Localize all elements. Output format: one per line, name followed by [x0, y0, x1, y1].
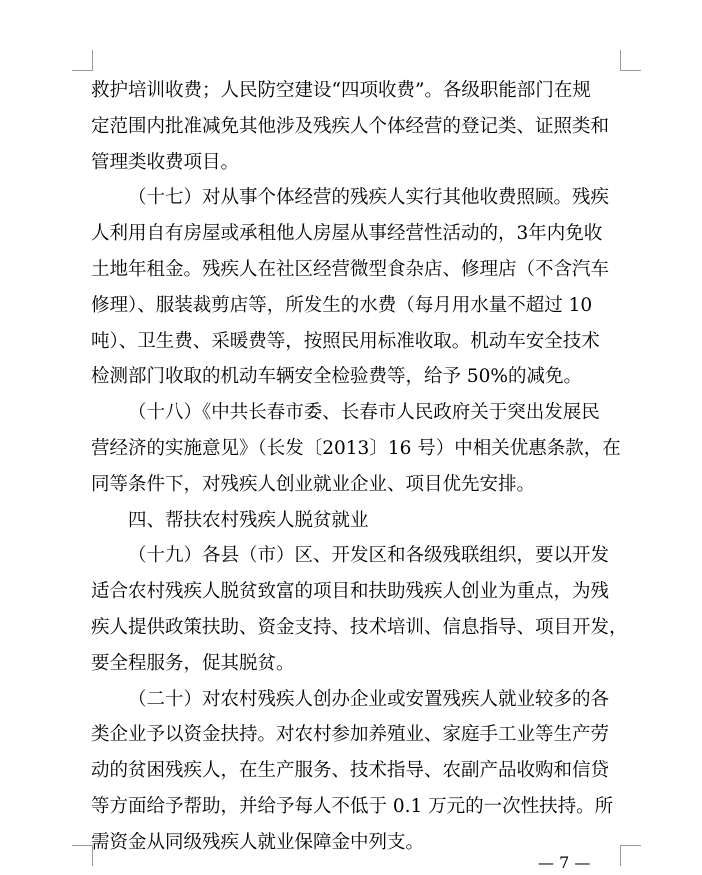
- text-line: 要全程服务，促其脱贫。: [91, 652, 295, 674]
- text-line: 营经济的实施意见》（长发〔2013〕16 号）中相关优惠条款，在: [91, 437, 621, 459]
- crop-mark-bottom-left: [72, 845, 93, 866]
- crop-mark-top-left: [72, 50, 93, 71]
- text-line: 类企业予以资金扶持。对农村参加养殖业、家庭手工业等生产劳: [91, 724, 610, 746]
- crop-mark-top-right: [620, 50, 641, 71]
- text-line: 定范围内批准减免其他涉及残疾人个体经营的登记类、证照类和: [91, 115, 610, 137]
- text-line: 适合农村残疾人脱贫致富的项目和扶助残疾人创业为重点，为残: [91, 581, 610, 603]
- text-line: 修理）、服装裁剪店等，所发生的水费（每月用水量不超过 10: [91, 294, 593, 316]
- text-line: 救护培训收费；人民防空建设“四项收费”。各级职能部门在规: [91, 80, 591, 101]
- page-number: — 7 —: [538, 853, 591, 872]
- text-line: （二十）对农村残疾人创办企业或安置残疾人就业较多的各: [128, 688, 610, 710]
- text-line: 检测部门收取的机动车辆安全检验费等，给予 50%的减免。: [91, 366, 583, 388]
- text-line: 同等条件下，对残疾人创业就业企业、项目优先安排。: [91, 473, 536, 495]
- crop-mark-bottom-right: [620, 845, 641, 866]
- text-line: 土地年租金。残疾人在社区经营微型食杂店、修理店（不含汽车: [91, 258, 610, 280]
- document-body: [91, 73, 628, 861]
- text-line: （十七）对从事个体经营的残疾人实行其他收费照顾。残疾: [128, 187, 610, 209]
- text-line: 动的贫困残疾人，在生产服务、技术指导、农副产品收购和信贷: [91, 760, 610, 782]
- text-line: 等方面给予帮助，并给予每人不低于 0.1 万元的一次性扶持。所: [91, 795, 614, 817]
- text-line: 四、帮扶农村残疾人脱贫就业: [128, 509, 369, 531]
- text-line: 需资金从同级残疾人就业保障金中列支。: [91, 831, 425, 853]
- text-line: 疾人提供政策扶助、资金支持、技术培训、信息指导、项目开发，: [91, 616, 628, 638]
- text-line: 管理类收费项目。: [91, 151, 240, 173]
- text-line: （十九）各县（市）区、开发区和各级残联组织，要以开发: [128, 545, 610, 567]
- text-line: （十八）《中共长春市委、长春市人民政府关于突出发展民: [128, 402, 600, 424]
- text-line: 吨）、卫生费、采暖费等，按照民用标准收取。机动车安全技术: [91, 330, 600, 352]
- text-line: 人利用自有房屋或承租他人房屋从事经营性活动的，3年内免收: [91, 223, 603, 245]
